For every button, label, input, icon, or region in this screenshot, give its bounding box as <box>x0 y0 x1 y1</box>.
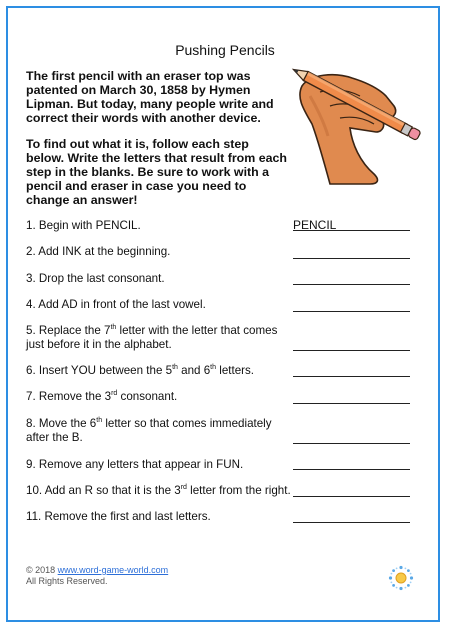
answer-blank-6[interactable] <box>293 376 410 377</box>
step-9 <box>26 458 294 472</box>
step-text: 4. Add AD in front of the last vowel. <box>26 298 206 311</box>
answer-blank-8[interactable] <box>293 443 410 444</box>
answer-blank-11[interactable] <box>293 522 410 523</box>
answer-blank-3[interactable] <box>293 284 410 285</box>
website-link[interactable]: www.word-game-world.com <box>57 565 169 575</box>
step-text: 10. Add an R so that it is the 3 <box>26 484 181 497</box>
ordinal-suffix: th <box>96 417 103 425</box>
step-text: letter from the right. <box>186 484 291 497</box>
step-7 <box>26 390 294 404</box>
step-1 <box>26 219 294 233</box>
intro-paragraph-2: To find out what it is, follow each step below. Write the letters that result from each step in the blanks. Be sure to work with a pencil and eraser in case you need to change an answer! <box>26 137 287 207</box>
step-text: 6. Insert YOU between the 5 <box>26 364 173 377</box>
step-text: letter with the letter that comes just before it in the alphabet. <box>26 324 278 351</box>
hand-holding-pencil-icon <box>290 66 430 186</box>
answer-blank-1[interactable] <box>293 230 410 231</box>
step-5 <box>26 324 294 352</box>
step-text: 8. Move the 6 <box>26 417 97 430</box>
step-text: 3. Drop the last consonant. <box>26 272 165 285</box>
copyright-text: © 2018 <box>26 565 58 575</box>
sun-logo-icon <box>388 565 414 591</box>
step-4 <box>26 298 294 312</box>
step-11 <box>26 510 294 524</box>
answer-blank-4[interactable] <box>293 311 410 312</box>
step-text: 7. Remove the 3 <box>26 390 112 403</box>
step-2 <box>26 245 294 259</box>
step-text: consonant. <box>117 390 178 403</box>
footer-copyright <box>26 565 168 576</box>
step-text: 9. Remove any letters that appear in FUN. <box>26 458 244 471</box>
step-1-answer: PENCIL <box>293 218 337 232</box>
answer-blank-10[interactable] <box>293 496 410 497</box>
answer-blank-2[interactable] <box>293 258 410 259</box>
ordinal-suffix: rd <box>180 484 187 492</box>
step-text: 2. Add INK at the beginning. <box>26 245 171 258</box>
step-text: 5. Replace the 7 <box>26 324 111 337</box>
answer-blank-7[interactable] <box>293 403 410 404</box>
step-text: and 6 <box>177 364 211 377</box>
step-6 <box>26 364 294 378</box>
step-text: letters. <box>216 364 255 377</box>
step-3 <box>26 272 294 286</box>
step-text: 11. Remove the first and last letters. <box>26 510 211 523</box>
page-title: Pushing Pencils <box>175 42 275 58</box>
ordinal-suffix: rd <box>111 390 118 398</box>
step-text: letter so that comes immediately after the B. <box>26 417 272 444</box>
intro-paragraph-1: The first pencil with an eraser top was patented on March 30, 1858 by Hymen Lipman. But today, many people write and correct their words with another device. <box>26 69 274 125</box>
footer-rights: All Rights Reserved. <box>26 576 108 586</box>
step-8 <box>26 417 294 445</box>
ordinal-suffix: th <box>210 364 217 372</box>
answer-blank-9[interactable] <box>293 469 410 470</box>
step-text: 1. Begin with PENCIL. <box>26 219 141 232</box>
step-10 <box>26 484 296 498</box>
ordinal-suffix: th <box>172 364 178 372</box>
answer-blank-5[interactable] <box>293 350 410 351</box>
ordinal-suffix: th <box>110 324 117 332</box>
